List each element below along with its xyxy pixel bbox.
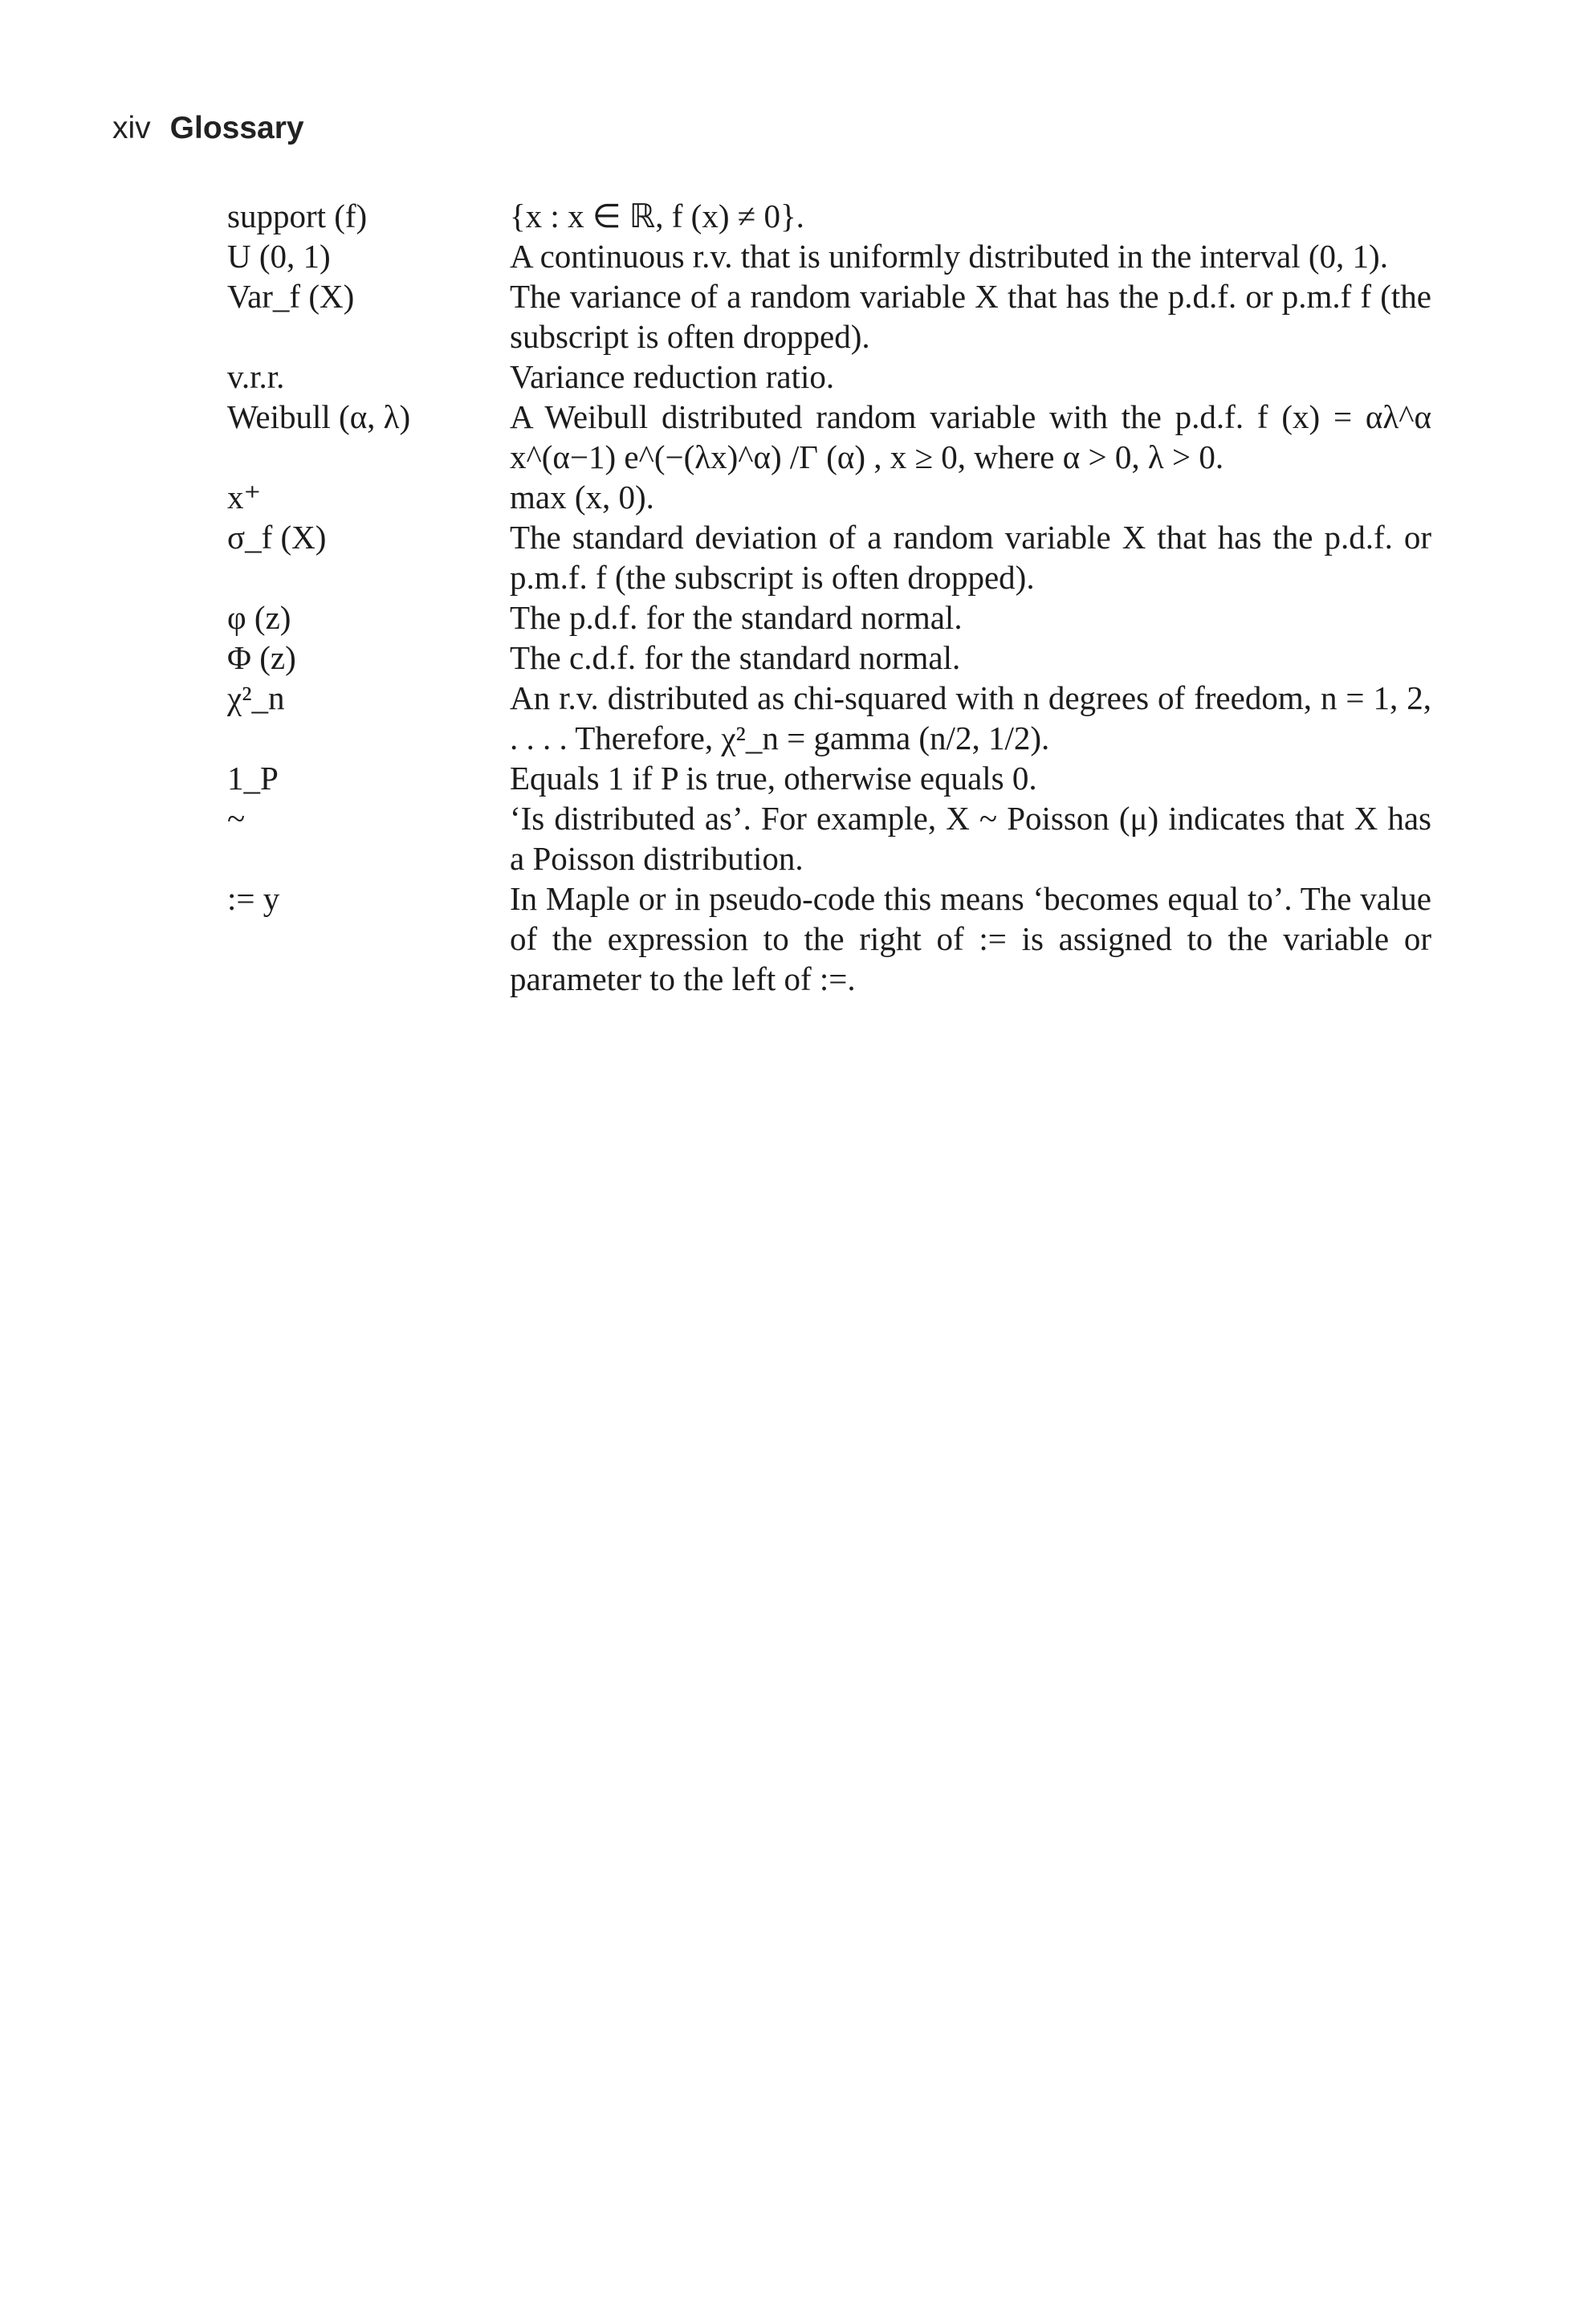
glossary-entry — [227, 196, 1431, 236]
glossary-term: Weibull (α, λ) — [227, 398, 411, 435]
glossary-entry — [227, 798, 1431, 878]
glossary-term: σ_f (X) — [227, 519, 327, 556]
glossary-term: ~ — [227, 800, 246, 837]
glossary-definition: A continuous r.v. that is uniformly distributed in the interval (0, 1). — [510, 238, 1388, 275]
glossary-definition: Variance reduction ratio. — [510, 358, 835, 395]
glossary-entry — [227, 517, 1431, 597]
glossary-definition: The p.d.f. for the standard normal. — [510, 599, 963, 636]
glossary-term: U (0, 1) — [227, 238, 331, 275]
glossary-term: x⁺ — [227, 479, 262, 516]
glossary-entry — [227, 878, 1431, 999]
running-head — [112, 111, 304, 146]
glossary-term: 1_P — [227, 760, 279, 797]
glossary-definition: max (x, 0). — [510, 479, 654, 516]
glossary-term: support (f) — [227, 198, 368, 234]
page-number: xiv — [112, 111, 151, 145]
glossary-entry — [227, 357, 1431, 397]
glossary-definition: In Maple or in pseudo-code this means ‘becomes equal to’. The value of the expression to the right of := is assigned to the variable or parameter to the left of :=. — [510, 880, 1431, 997]
glossary-entry — [227, 678, 1431, 758]
glossary-entry — [227, 397, 1431, 477]
glossary-entry — [227, 758, 1431, 798]
glossary-definition: An r.v. distributed as chi-squared with n degrees of freedom, n = 1, 2, . . . . Therefore, χ²_n = gamma (n/2, 1/2). — [510, 679, 1431, 756]
glossary-list — [227, 196, 1431, 999]
glossary-term: χ²_n — [227, 679, 285, 716]
glossary-entry — [227, 638, 1431, 678]
glossary-term: Φ (z) — [227, 639, 296, 676]
page-title: Glossary — [169, 111, 304, 145]
glossary-definition: A Weibull distributed random variable with the p.d.f. f (x) = αλ^α x^(α−1) e^(−(λx)^α) /Γ (α) , x ≥ 0, where α > 0, λ > 0. — [510, 398, 1431, 475]
glossary-entry — [227, 477, 1431, 517]
glossary-definition: The standard deviation of a random variable X that has the p.d.f. or p.m.f. f (the subscript is often dropped). — [510, 519, 1431, 596]
glossary-term: Var_f (X) — [227, 278, 355, 315]
glossary-term: φ (z) — [227, 599, 291, 636]
glossary-definition: The variance of a random variable X that has the p.d.f. or p.m.f f (the subscript is often dropped). — [510, 278, 1431, 355]
glossary-entry — [227, 276, 1431, 357]
glossary-definition: ‘Is distributed as’. For example, X ~ Poisson (μ) indicates that X has a Poisson distribution. — [510, 800, 1431, 877]
glossary-entry — [227, 236, 1431, 276]
glossary-entry — [227, 597, 1431, 638]
glossary-definition: {x : x ∈ ℝ, f (x) ≠ 0}. — [510, 198, 804, 234]
glossary-term: v.r.r. — [227, 358, 285, 395]
glossary-term: := y — [227, 880, 280, 917]
glossary-definition: The c.d.f. for the standard normal. — [510, 639, 961, 676]
glossary-definition: Equals 1 if P is true, otherwise equals 0. — [510, 760, 1037, 797]
